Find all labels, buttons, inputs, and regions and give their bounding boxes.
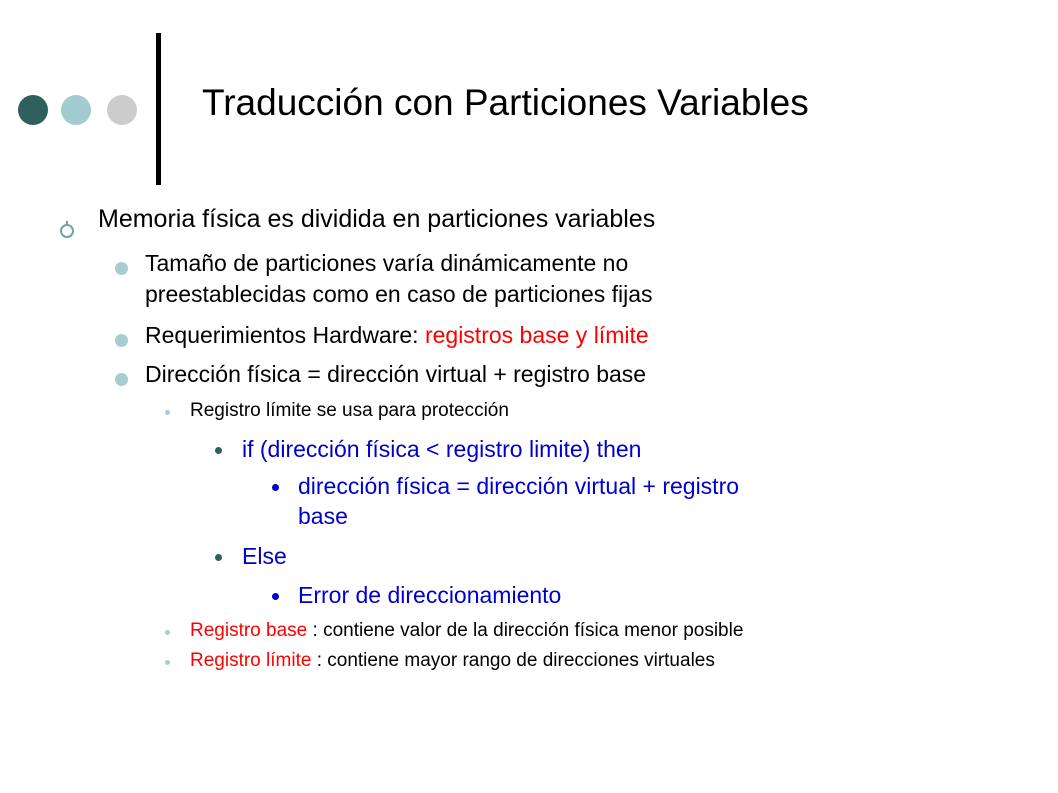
registro-limite-red: Registro límite	[190, 650, 312, 671]
small-bullet-icon	[165, 410, 170, 415]
code-error: Error de direccionamiento	[298, 582, 562, 608]
small-bullet-icon	[165, 630, 170, 635]
bullet-registro-limite-proteccion: Registro límite se usa para protección	[190, 400, 509, 421]
code-else: Else	[242, 543, 287, 569]
registro-base-rest: : contiene valor de la dirección física menor posible	[307, 620, 744, 641]
small-bullet-icon	[165, 660, 170, 665]
blue-bullet-icon	[272, 484, 279, 491]
code-then-line1: dirección física = dirección virtual + registro	[298, 473, 740, 499]
registro-limite-rest: : contiene mayor rango de direcciones virtuales	[311, 650, 715, 671]
round-bullet-icon	[115, 373, 128, 386]
ring-bullet-icon	[60, 224, 74, 238]
bullet-registro-limite	[190, 650, 715, 672]
slide-title: Traducción con Particiones Variables	[202, 82, 809, 123]
decor-dot-dark	[18, 95, 48, 125]
bullet-tamano-line2: preestablecidas como en caso de particiones fijas	[145, 281, 653, 307]
round-bullet-icon	[115, 262, 128, 275]
bullet-memoria: Memoria física es dividida en particiones variables	[98, 205, 656, 233]
decor-dot-light	[107, 95, 137, 125]
requerimientos-red: registros base y límite	[424, 322, 649, 348]
registro-base-red: Registro base	[190, 620, 308, 641]
blue-bullet-icon	[272, 593, 279, 600]
requerimientos-prefix: Requerimientos Hardware:	[145, 322, 425, 348]
bullet-direccion: Dirección física = dirección virtual + registro base	[145, 361, 647, 387]
code-then-line2: base	[298, 503, 348, 529]
bullet-tamano-line1: Tamaño de particiones varía dinámicamente no	[145, 250, 629, 276]
title-divider-bar	[156, 33, 161, 185]
blue-bullet-icon	[215, 554, 222, 561]
decor-dot-mid	[61, 95, 91, 125]
blue-bullet-icon	[215, 447, 222, 454]
code-if: if (dirección física < registro limite) then	[242, 436, 642, 462]
bullet-registro-base	[190, 620, 743, 642]
bullet-requerimientos	[145, 322, 649, 349]
round-bullet-icon	[115, 334, 128, 347]
